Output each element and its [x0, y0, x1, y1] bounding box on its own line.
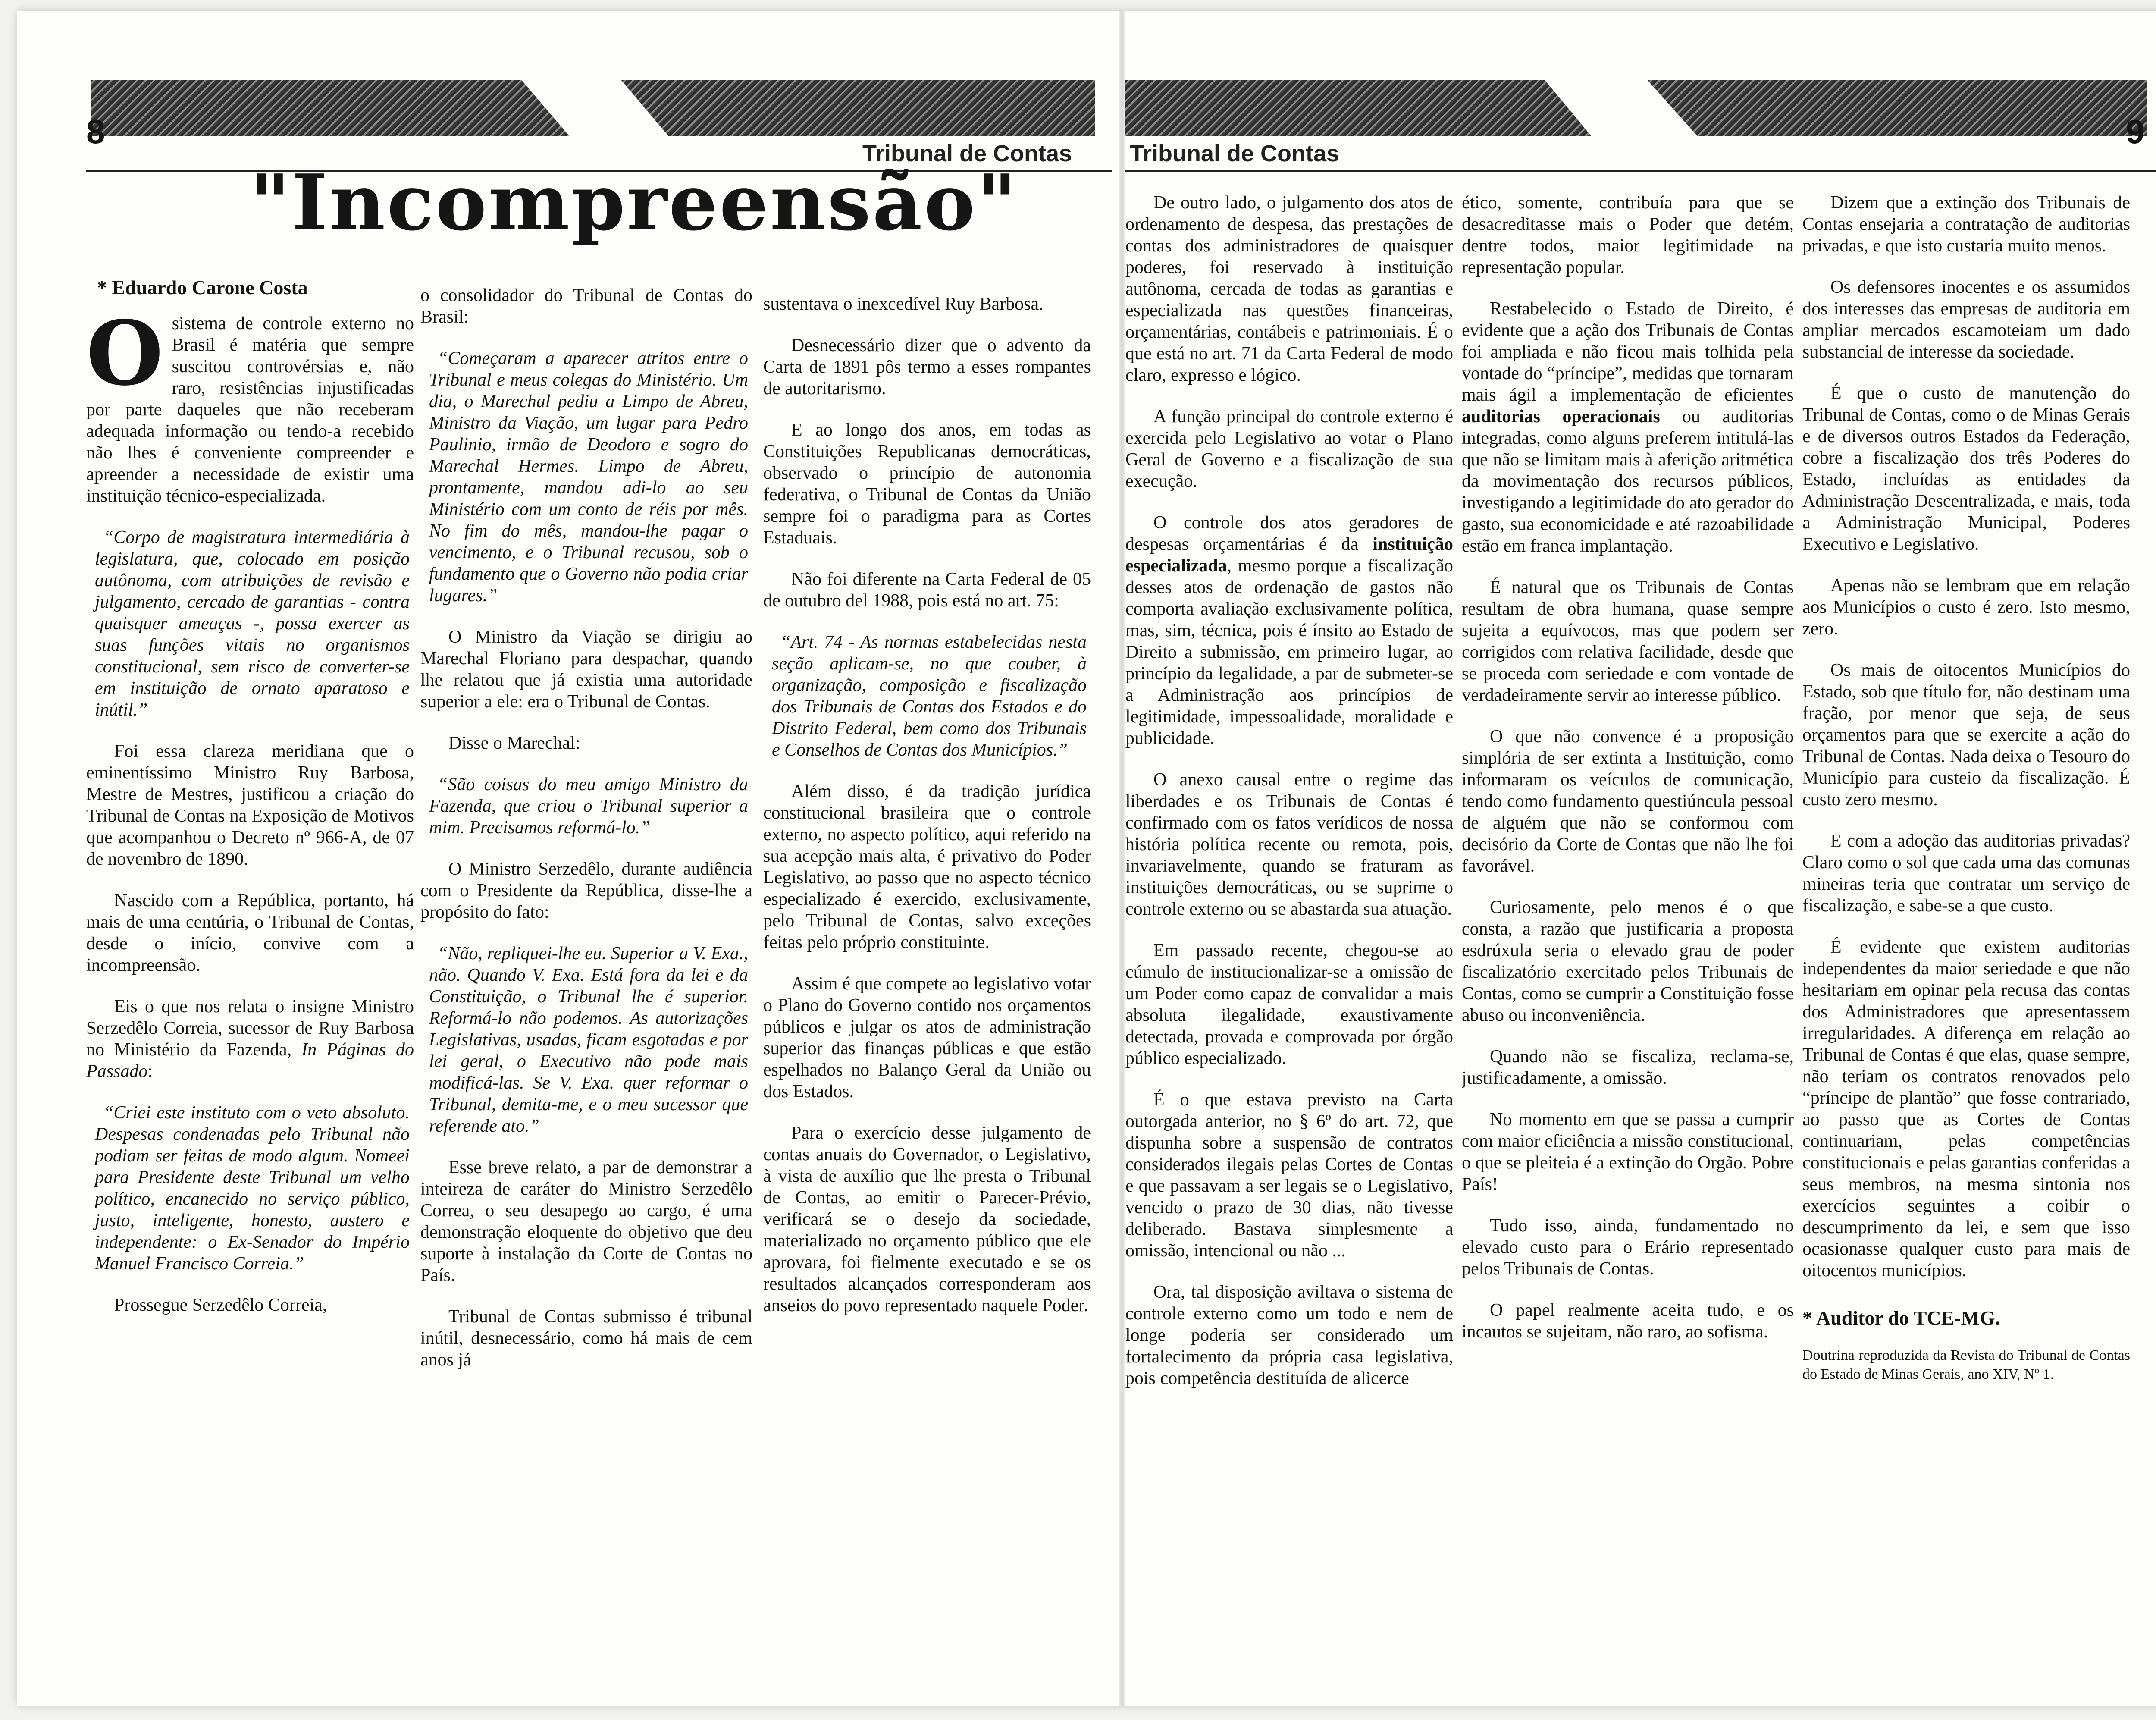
column-3 — [763, 293, 1091, 1658]
paragraph: Disse o Marechal: — [448, 733, 580, 753]
column-2 — [420, 285, 752, 1658]
paragraph: Prossegue Serzedêlo Correia, — [114, 1295, 327, 1315]
section-title-left: Tribunal de Contas — [862, 141, 1072, 166]
paragraph: É o que estava previsto na Carta outorgada anterior, no § 6º do art. 72, que dispunha sobre a suspensão de contratos considerados ilegais pelas Cortes de Contas e que passavam a ser legais se o Legislativo, vencido o prazo de 30 dias, não tivesse deliberado. Bastava simplesmente a omissão, intencional ou não ... — [1125, 1090, 1453, 1261]
paragraph: O Ministro Serzedêlo, durante audiência com o Presidente da República, disse-lhe a propósito do fato: — [420, 859, 752, 922]
quote: “São coisas do meu amigo Ministro da Fazenda, que criou o Tribunal superior a mim. Precisamos reformá-lo.” — [429, 775, 748, 838]
book-title: In Páginas do Passado — [86, 1040, 414, 1081]
header-band-left-2 — [621, 80, 1095, 136]
paragraph: E com a adoção das auditorias privadas? Claro como o sol que cada uma das comunas mineiras teria que contratar um serviço de fiscalização, e sabe-se a que custo. — [1802, 831, 2130, 916]
page-fold — [1119, 11, 1125, 1706]
column-4 — [1125, 192, 1453, 1658]
paragraph: No momento em que se passa a cumprir com maior eficiência a missão constitucional, o que se pleiteia é a extinção do Orgão. Pobre País! — [1462, 1110, 1794, 1194]
article-author: * Eduardo Carone Costa — [97, 276, 308, 298]
paragraph: Osistema de controle externo no Brasil é matéria que sempre suscitou controvérsias e, não raro, resistências injustificadas por parte daqueles que não receberam adequada informação ou tendo-a recebido não lhes é conveniente compreender e apreender a necessidade de existir uma instituição técnico-especializada. — [86, 313, 414, 506]
paragraph: Em passado recente, chegou-se ao cúmulo de institucionalizar-se a omissão de um Poder como capaz de convalidar a mais absoluta ilegalidade, exaustivamente detectada, provada e comprovada por órgão público especializado. — [1125, 941, 1453, 1068]
paragraph: ético, somente, contribuía para que se desacreditasse mais o Poder que detém, dentre todos, maior legitimidade na representação popular. — [1462, 193, 1794, 277]
paragraph: Eis o que nos relata o insigne Ministro Serzedêlo Correia, sucessor de Ruy Barbosa no Ministério da Fazenda, In Páginas do Passado: — [86, 997, 414, 1081]
header-band-right-2 — [1647, 80, 2147, 136]
paragraph: Esse breve relato, a par de demonstrar a inteireza de caráter do Ministro Serzedêlo Correa, o seu desapego ao cargo, é uma demonstração eloquente do objetivo que deu suporte à instalação da Corte de Contas no País. — [420, 1158, 752, 1285]
paragraph: Tribunal de Contas submisso é tribunal inútil, desnecessário, como há mais de cem anos já — [420, 1307, 752, 1370]
paragraph: Desnecessário dizer que o advento da Carta de 1891 pôs termo a esses rompantes de autoritarismo. — [763, 336, 1091, 399]
source-credit: Doutrina reproduzida da Revista do Tribunal de Contas do Estado de Minas Gerais, ano XIV, Nº 1. — [1802, 1347, 2130, 1382]
page-number-left: 8 — [86, 113, 105, 151]
paragraph: Os defensores inocentes e os assumidos dos interesses das empresas de auditoria em ampliar mercados escamoteiam um dado substancial de interesse da sociedade. — [1802, 277, 2130, 362]
paragraph: De outro lado, o julgamento dos atos de ordenamento de despesa, das prestações de contas dos administradores de quaisquer poderes, foi reservado à instituição autônoma, cercada de todas as garantias e especializada nas questões financeiras, orçamentárias, contábeis e patrimoniais. É o que está no art. 71 da Carta Federal de modo claro, expresso e lógico. — [1125, 193, 1453, 385]
paragraph: Foi essa clareza meridiana que o eminentíssimo Ministro Ruy Barbosa, Mestre de Mestres, justificou a criação do Tribunal de Contas na Exposição de Motivos que acompanhou o Decreto nº 966-A, de 07 de novembro de 1890. — [86, 741, 414, 869]
quote: “Começaram a aparecer atritos entre o Tribunal e meus colegas do Ministério. Um dia, o Marechal pediu a Limpo de Abreu, Ministro da Viação, um lugar para Pedro Paulinio, irmão de Deodoro e sogro do Marechal Hermes. Limpo de Abreu, prontamente, mandou adi-lo ao seu Ministério com um conto de réis por mês. No fim do mês, mandou-lhe pagar o vencimento, e o Tribunal recusou, sob o fundamento que o Governo não podia criar lugares.” — [429, 348, 748, 606]
drop-cap: O — [86, 313, 163, 405]
header-band-right-1 — [1125, 80, 1591, 136]
author-signature: * Auditor do TCE-MG. — [1802, 1307, 2000, 1329]
paragraph: Dizem que a extinção dos Tribunais de Contas ensejaria a contratação de auditorias privadas, e que isto custaria muito menos. — [1802, 193, 2130, 256]
paragraph: O papel realmente aceita tudo, e os incautos se sujeitam, não raro, ao sofisma. — [1462, 1300, 1794, 1342]
paragraph: É que o custo de manutenção do Tribunal de Contas, como o de Minas Gerais e de diversos outros Estados da Federação, cobre a fiscalização dos três Poderes do Estado, incluídas as entidades da Administração Descentralizada, e mais, toda a Administração Municipal, Poderes Executivo e Legislativo. — [1802, 383, 2130, 554]
paragraph: o consolidador do Tribunal de Contas do Brasil: — [420, 286, 752, 327]
newspaper-spread — [17, 11, 2156, 1706]
quote: “Não, repliquei-lhe eu. Superior a V. Exa., não. Quando V. Exa. Está fora da lei e da Constituição, o Tribunal lhe é superior. Reformá-lo não podemos. As autorizações Legislativas, usadas, ficam esgotadas e por lei geral, o Executivo não pode mais modificá-las. Se V. Exa. quer reformar o Tribunal, demita-me, e o meu sucessor que referende ato.” — [429, 944, 748, 1136]
section-title-right: Tribunal de Contas — [1130, 141, 1340, 166]
column-1 — [86, 313, 414, 1658]
quote: “Criei este instituto com o veto absoluto. Despesas condenadas pelo Tribunal não podiam ser feitas de modo algum. Nomeei para Presidente deste Tribunal um velho político, encanecido no serviço público, justo, inteligente, honesto, austero e independente: o Ex-Senador do Império Manuel Francisco Correia.” — [95, 1103, 410, 1274]
header-band-left-1 — [91, 80, 569, 136]
paragraph: O controle dos atos geradores de despesas orçamentárias é da instituição especializada, mesmo porque a fiscalização desses atos de ordenação de gastos não comporta avaliação exclusivamente política, mas, sim, técnica, pois é ínsito ao Estado de Direito a submissão, em primeiro lugar, ao princípio da legalidade, a par de submeter-se a Administração aos princípios de legitimidade, impessoalidade, moralidade e publicidade. — [1125, 513, 1453, 748]
paragraph: É natural que os Tribunais de Contas resultam de obra humana, quase sempre sujeita a equívocos, mas que podem ser corrigidos com relativa facilidade, desde que se proceda com seriedade e com vontade de verdadeiramente servir ao interesse público. — [1462, 578, 1794, 705]
header-rule-right — [1125, 170, 2156, 172]
paragraph: Ora, tal disposição aviltava o sistema de controle externo como um todo e nem de longe poderia ser considerado um fortalecimento da própria casa legislativa, pois competência destituída de alicerce — [1125, 1282, 1453, 1388]
paragraph: E ao longo dos anos, em todas as Constituições Republicanas democráticas, observado o princípio de autonomia federativa, o Tribunal de Contas da União sempre foi o paradigma para as Cortes Estaduais. — [763, 420, 1091, 548]
paragraph: Os mais de oitocentos Municípios do Estado, sob que título for, não destinam uma fração, por menor que seja, de seus orçamentos para que se exercite a ação do Tribunal de Contas. Nada deixa o Tesouro do Município para custeio da fiscalização. É custo zero mesmo. — [1802, 660, 2130, 810]
paragraph: Nascido com a República, portanto, há mais de uma centúria, o Tribunal de Contas, desde o início, convive com a incompreensão. — [86, 891, 414, 975]
paragraph: Além disso, é da tradição jurídica constitucional brasileira que o controle externo, no aspecto político, aqui referido na sua acepção mais alta, é privativo do Poder Legislativo, ao passo que no aspecto técnico especializado é exercido, exclusivamente, pelo Tribunal de Contas, salvo exceções feitas pelo próprio constituinte. — [763, 782, 1091, 952]
article-headline: "Incompreensão" — [250, 157, 1019, 248]
paragraph: O anexo causal entre o regime das liberdades e os Tribunais de Contas é confirmado com os fatos verídicos de nossa história política recente ou remota, pois, invariavelmente, quando se fraturam as instituições democráticas, ou se suprime o controle externo ou se abastarda sua atuação. — [1125, 770, 1453, 919]
emphasis: instituição especializada — [1125, 534, 1453, 576]
paragraph: Curiosamente, pelo menos é o que consta, a razão que justificaria a proposta esdrúxula seria o elevado grau de poder fiscalizatório exercitado pelos Tribunais de Contas, como se cumprir a Constituição fosse abuso ou inconveniência. — [1462, 898, 1794, 1025]
emphasis: auditorias operacionais — [1462, 407, 1660, 427]
quote: “Art. 74 - As normas estabelecidas nesta seção aplicam-se, no que couber, à organização, composição e fiscalização dos Tribunais de Contas dos Estados e do Distrito Federal, bem como dos Tribunais e Conselhos de Contas dos Municípios.” — [772, 632, 1087, 760]
paragraph: O que não convence é a proposição simplória de ser extinta a Instituição, como informaram os veículos de comunicação, tendo como fundamento questiúncula pessoal de alguém que não se conformou com decisório da Corte de Contas que não lhe foi favorável. — [1462, 727, 1794, 876]
paragraph: sustentava o inexcedível Ruy Barbosa. — [763, 294, 1044, 314]
paragraph: Restabelecido o Estado de Direito, é evidente que a ação dos Tribunais de Contas foi ampliada e não ficou mais tolhida pela vontade do “príncipe”, medidas que tornaram mais ágil a implementação de eficientes auditorias operacionais ou auditorias integradas, como alguns preferem intitulá-las que não se limitam mais à aferição aritmética da movimentação dos recursos públicos, investigando a legitimidade do ato gerador do gasto, sua economicidade e até razoabilidade estão em franca implantação. — [1462, 299, 1794, 556]
paragraph: É evidente que existem auditorias independentes da maior seriedade e que não hesitariam em opinar pela recusa das contas dos Administradores que apresentassem irregularidades. A diferença em relação ao Tribunal de Contas é que elas, quase sempre, não teriam os contratos renovados pelo “príncipe de plantão” que fosse contrariado, ao passo que as Cortes de Contas continuariam, pelas competências constitucionais e pelas garantias conferidas a seus membros, na mesma sintonia nos exercícios seguintes a coibir o descumprimento da lei, e sem que isso ocasionasse qualquer custo para mais de oitocentos municípios. — [1802, 937, 2130, 1281]
paragraph: Apenas não se lembram que em relação aos Municípios o custo é zero. Isto mesmo, zero. — [1802, 576, 2130, 639]
paragraph: Assim é que compete ao legislativo votar o Plano do Governo contido nos orçamentos públicos e julgar os atos de administração superior das finanças públicas e que estão espelhados no Balanço Geral da União ou dos Estados. — [763, 974, 1091, 1102]
quote: “Corpo de magistratura intermediária à legislatura, que, colocado em posição autônoma, com atribuições de revisão e julgamento, cercado de garantias - contra quaisquer ameaças -, possa exercer as suas funções vitais no organismos constitucional, sem risco de converter-se em instituição de ornato aparatoso e inútil.” — [95, 527, 410, 720]
paragraph: Para o exercício desse julgamento de contas anuais do Governador, o Legislativo, à vista de auxílio que lhe presta o Tribunal de Contas, ao emitir o Parecer-Prévio, verificará se o desejo da sociedade, materializado no orçamento público que ele aprovara, foi fielmente executado e se os resultados alcançados corresponderam aos anseios do povo representado naquele Poder. — [763, 1123, 1091, 1315]
column-5 — [1462, 192, 1794, 1658]
paragraph: Não foi diferente na Carta Federal de 05 de outubro del 1988, pois está no art. 75: — [763, 569, 1091, 611]
page-number-right: 9 — [2126, 113, 2145, 151]
paragraph: Tudo isso, ainda, fundamentado no elevado custo para o Erário representado pelos Tribunais de Contas. — [1462, 1216, 1794, 1279]
paragraph: Quando não se fiscaliza, reclama-se, justificadamente, a omissão. — [1462, 1047, 1794, 1088]
paragraph: O Ministro da Viação se dirigiu ao Marechal Floriano para despachar, quando lhe relatou que já existia uma autoridade superior a ele: era o Tribunal de Contas. — [420, 627, 752, 712]
column-6 — [1802, 192, 2130, 1658]
paragraph: A função principal do controle externo é exercida pelo Legislativo ao votar o Plano Geral de Governo e a fiscalização de sua execução. — [1125, 407, 1453, 491]
